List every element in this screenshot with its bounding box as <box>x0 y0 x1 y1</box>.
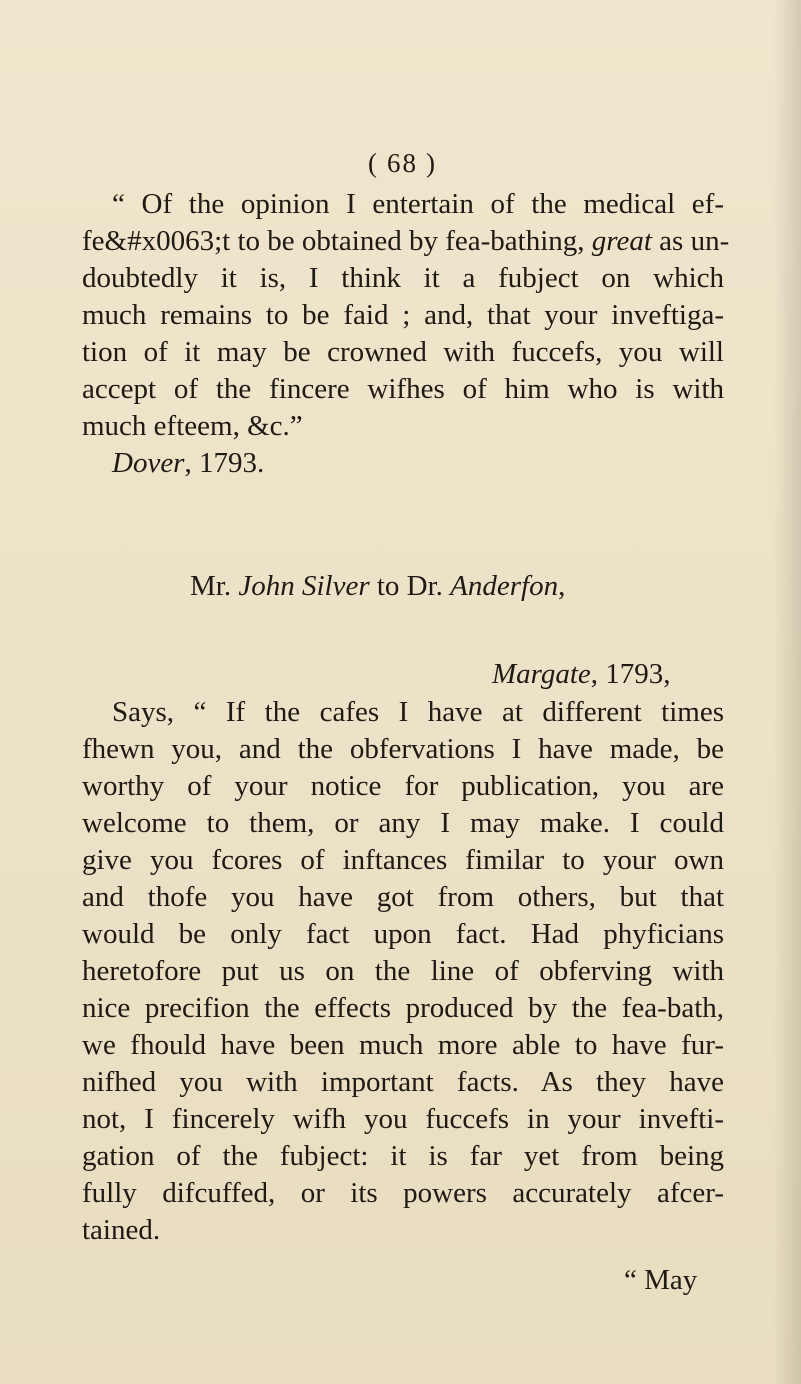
letter2-line-11: nifhed you with important facts. As they have <box>82 1066 724 1098</box>
letter2-line-12: not, I fincerely wifh you fuccefs in your invefti- <box>82 1103 724 1135</box>
letter2-line-10: we fhould have been much more able to have fur- <box>82 1029 724 1061</box>
letter2-line-7: would be only fact upon fact. Had phyficians <box>82 918 724 950</box>
letter2-line-4: welcome to them, or any I may make. I could <box>82 807 724 839</box>
letter1-line-7: much efteem, &c.” <box>82 410 303 442</box>
letter2-line-2: fhewn you, and the obfervations I have made, be <box>82 733 724 765</box>
letter1-line-2: fe&#x0063;t to be obtained by fea-bathing, great as un- <box>82 225 730 257</box>
letter2-dateline: Margate, 1793, <box>492 658 671 690</box>
letter2-line-14: fully difcuffed, or its powers accurately afcer- <box>82 1177 724 1209</box>
catchword: “ May <box>624 1264 698 1296</box>
letter1-line-4: much remains to be faid ; and, that your inveftiga- <box>82 299 724 331</box>
letter2-line-8: heretofore put us on the line of obferving with <box>82 955 724 987</box>
page-number: ( 68 ) <box>368 148 437 178</box>
letter1-dateline: Dover, 1793. <box>112 447 265 479</box>
page-edge-shadow <box>773 0 801 1384</box>
letter2-heading: Mr. John Silver to Dr. Anderfon, <box>190 570 566 602</box>
letter2-line-5: give you fcores of inftances fimilar to your own <box>82 844 724 876</box>
letter2-line-6: and thofe you have got from others, but that <box>82 881 724 913</box>
letter1-line-3: doubtedly it is, I think it a fubject on which <box>82 262 724 294</box>
letter1-line-5: tion of it may be crowned with fuccefs, you will <box>82 336 724 368</box>
letter1-line-1: “ Of the opinion I entertain of the medical ef- <box>112 188 724 220</box>
letter2-line-13: gation of the fubject: it is far yet from being <box>82 1140 724 1172</box>
letter2-line-1: Says, “ If the cafes I have at different times <box>112 696 724 728</box>
letter2-line-3: worthy of your notice for publication, you are <box>82 770 724 802</box>
letter2-line-9: nice precifion the effects produced by the fea-bath, <box>82 992 724 1024</box>
letter2-line-15: tained. <box>82 1214 161 1246</box>
letter1-line-6: accept of the fincere wifhes of him who is with <box>82 373 724 405</box>
